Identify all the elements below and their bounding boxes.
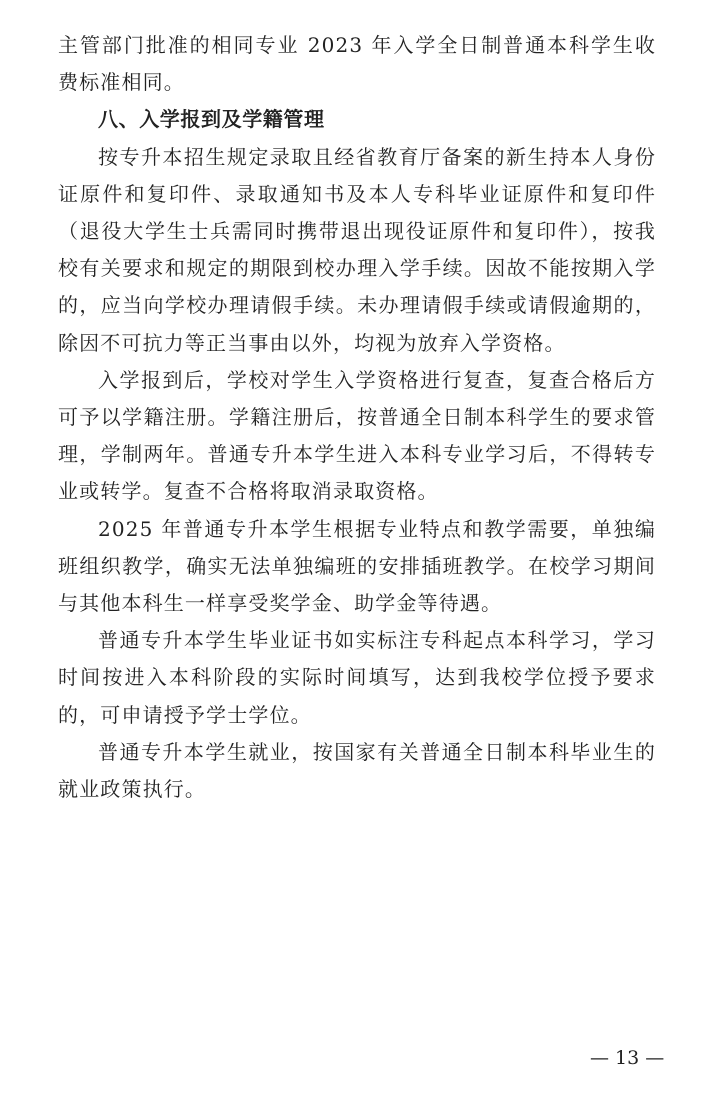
- page-number: — 13 —: [590, 1047, 665, 1069]
- paragraph-diploma: 普通专升本学生毕业证书如实标注专科起点本科学习，学习时间按进入本科阶段的实际时间填写，达到我校学位授予要求的，可申请授予学士学位。: [58, 628, 656, 727]
- body-text: [58, 27, 656, 808]
- section-heading: 八、入学报到及学籍管理: [98, 107, 325, 132]
- paragraph-class-arrangement: 2025 年普通专升本学生根据专业特点和教学需要，单独编班组织教学，确实无法单独编班的安排插班教学。在校学习期间与其他本科生一样享受奖学金、助学金等待遇。: [58, 516, 656, 616]
- paragraph-employment: 普通专升本学生就业，按国家有关普通全日制本科毕业生的就业政策执行。: [58, 739, 656, 802]
- continued-paragraph: 主管部门批准的相同专业 2023 年入学全日制普通本科学生收费标准相同。: [58, 33, 656, 95]
- paragraph-enrollment-registration: 按专升本招生规定录取且经省教育厅备案的新生持本人身份证原件和复印件、录取通知书及本人专科毕业证原件和复印件（退役大学生士兵需同时携带退出现役证原件和复印件），按我校有关要求和规定的期限到校办理入学手续。因故不能按期入学的，应当向学校办理请假手续。未办理请假手续或请假逾期的，除因不可抗力等正当事由以外，均视为放弃入学资格。: [58, 144, 656, 355]
- paragraph-status-review: 入学报到后，学校对学生入学资格进行复查，复查合格后方可予以学籍注册。学籍注册后，按普通全日制本科学生的要求管理，学制两年。普通专升本学生进入本科专业学习后，不得转专业或转学。复查不合格将取消录取资格。: [58, 367, 656, 504]
